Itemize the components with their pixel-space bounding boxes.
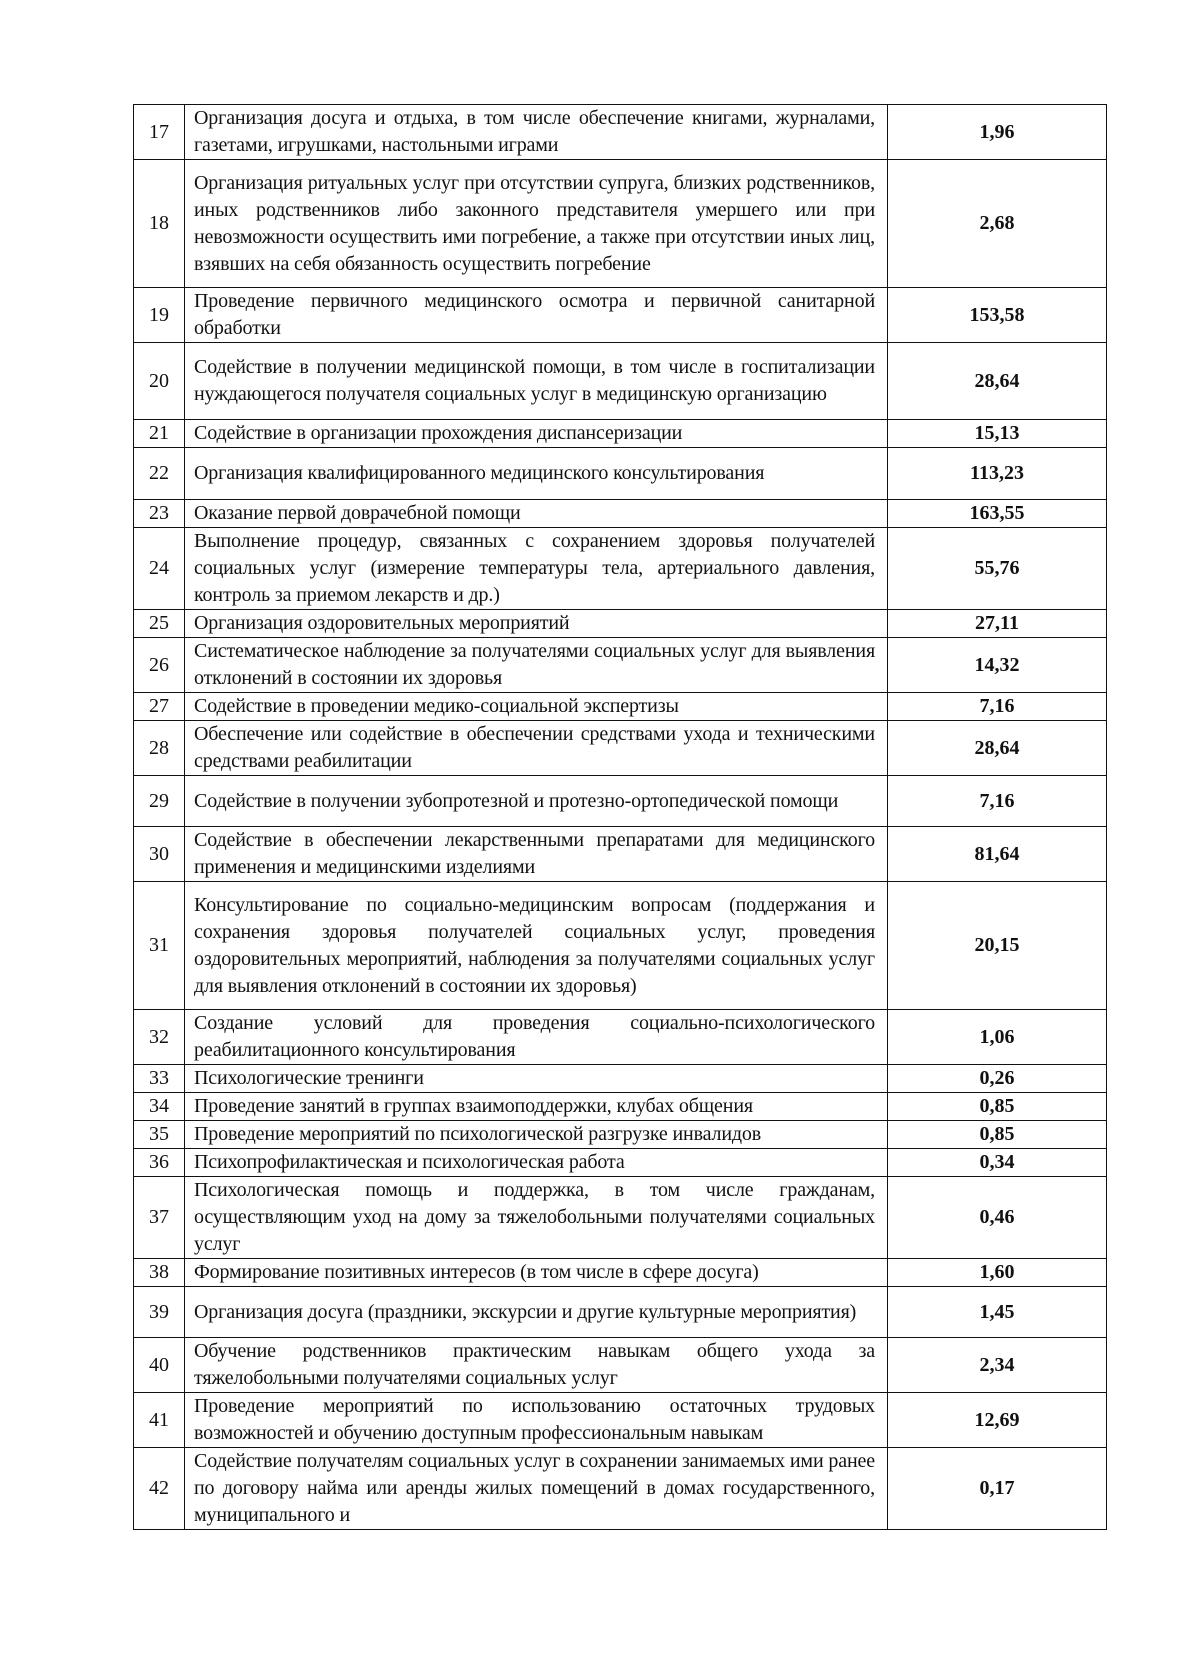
service-name: Психологические тренинги: [185, 1065, 888, 1093]
service-name: Оказание первой доврачебной помощи: [185, 500, 888, 528]
tariff-value: 28,64: [888, 343, 1107, 420]
table-row: [134, 1338, 1107, 1393]
service-name: Проведение занятий в группах взаимоподдержки, клубах общения: [185, 1093, 888, 1121]
row-number: 42: [134, 1448, 185, 1530]
row-number: 26: [134, 638, 185, 693]
table-row: [134, 1065, 1107, 1093]
service-name: Организация квалифицированного медицинского консультирования: [185, 448, 888, 500]
service-name: Обучение родственников практическим навыкам общего ухода за тяжелобольными получателями социальных услуг: [185, 1338, 888, 1393]
row-number: 31: [134, 882, 185, 1010]
tariff-value: 1,60: [888, 1259, 1107, 1287]
row-number: 39: [134, 1287, 185, 1338]
service-name: Консультирование по социально-медицинским вопросам (поддержания и сохранения здоровья получателей социальных услуг, проведения оздоровительных мероприятий, наблюдения за получателями социальных услуг для выявления отклонений в состоянии их здоровья): [185, 882, 888, 1010]
row-number: 32: [134, 1010, 185, 1065]
service-name: Выполнение процедур, связанных с сохранением здоровья получателей социальных услуг (измерение температуры тела, артериального давления, контроль за приемом лекарств и др.): [185, 528, 888, 610]
service-name: Организация ритуальных услуг при отсутствии супруга, близких родственников, иных родственников либо законного представителя умершего или при невозможности осуществить ими погребение, а также при отсутствии иных лиц, взявших на себя обязанность осуществить погребение: [185, 160, 888, 288]
service-name: Проведение мероприятий по использованию остаточных трудовых возможностей и обучению доступным профессиональным навыкам: [185, 1393, 888, 1448]
service-name: Содействие в проведении медико-социальной экспертизы: [185, 693, 888, 721]
row-number: 19: [134, 288, 185, 343]
row-number: 25: [134, 610, 185, 638]
tariff-value: 1,06: [888, 1010, 1107, 1065]
tariff-value: 15,13: [888, 420, 1107, 448]
service-name: Проведение мероприятий по психологической разгрузке инвалидов: [185, 1121, 888, 1149]
table-row: [134, 1259, 1107, 1287]
service-name: Организация досуга и отдыха, в том числе обеспечение книгами, журналами, газетами, игрушками, настольными играми: [185, 105, 888, 160]
tariff-value: 0,26: [888, 1065, 1107, 1093]
service-name: Организация досуга (праздники, экскурсии и другие культурные мероприятия): [185, 1287, 888, 1338]
service-name: Психологическая помощь и поддержка, в том числе гражданам, осуществляющим уход на дому за тяжелобольными получателями социальных услуг: [185, 1177, 888, 1259]
tariff-value: 113,23: [888, 448, 1107, 500]
table-row: [134, 288, 1107, 343]
tariff-value: 55,76: [888, 528, 1107, 610]
tariff-value: 1,45: [888, 1287, 1107, 1338]
table-row: [134, 528, 1107, 610]
service-name: Содействие в получении медицинской помощи, в том числе в госпитализации нуждающегося получателя социальных услуг в медицинскую организацию: [185, 343, 888, 420]
services-table-body: [134, 105, 1107, 1530]
service-name: Организация оздоровительных мероприятий: [185, 610, 888, 638]
row-number: 29: [134, 776, 185, 827]
row-number: 21: [134, 420, 185, 448]
tariff-value: 7,16: [888, 776, 1107, 827]
tariff-value: 0,34: [888, 1149, 1107, 1177]
tariff-value: 1,96: [888, 105, 1107, 160]
service-name: Обеспечение или содействие в обеспечении средствами ухода и техническими средствами реабилитации: [185, 721, 888, 776]
service-name: Проведение первичного медицинского осмотра и первичной санитарной обработки: [185, 288, 888, 343]
table-row: [134, 448, 1107, 500]
table-row: [134, 105, 1107, 160]
row-number: 20: [134, 343, 185, 420]
row-number: 35: [134, 1121, 185, 1149]
service-name: Содействие в получении зубопротезной и протезно-ортопедической помощи: [185, 776, 888, 827]
services-table: [133, 104, 1107, 1530]
row-number: 18: [134, 160, 185, 288]
table-row: [134, 1093, 1107, 1121]
service-name: Содействие в обеспечении лекарственными препаратами для медицинского применения и медицинскими изделиями: [185, 827, 888, 882]
table-row: [134, 1177, 1107, 1259]
table-row: [134, 693, 1107, 721]
table-row: [134, 160, 1107, 288]
row-number: 23: [134, 500, 185, 528]
table-row: [134, 721, 1107, 776]
row-number: 27: [134, 693, 185, 721]
tariff-value: 7,16: [888, 693, 1107, 721]
table-row: [134, 343, 1107, 420]
tariff-value: 14,32: [888, 638, 1107, 693]
service-name: Содействие в организации прохождения диспансеризации: [185, 420, 888, 448]
service-name: Создание условий для проведения социально-психологического реабилитационного консультирования: [185, 1010, 888, 1065]
table-row: [134, 1448, 1107, 1530]
row-number: 22: [134, 448, 185, 500]
row-number: 38: [134, 1259, 185, 1287]
table-row: [134, 420, 1107, 448]
table-row: [134, 776, 1107, 827]
row-number: 28: [134, 721, 185, 776]
tariff-value: 0,85: [888, 1121, 1107, 1149]
tariff-value: 153,58: [888, 288, 1107, 343]
tariff-value: 20,15: [888, 882, 1107, 1010]
table-row: [134, 500, 1107, 528]
table-row: [134, 1149, 1107, 1177]
row-number: 24: [134, 528, 185, 610]
row-number: 40: [134, 1338, 185, 1393]
tariff-value: 163,55: [888, 500, 1107, 528]
service-name: Систематическое наблюдение за получателями социальных услуг для выявления отклонений в состоянии их здоровья: [185, 638, 888, 693]
tariff-value: 0,85: [888, 1093, 1107, 1121]
tariff-value: 2,34: [888, 1338, 1107, 1393]
tariff-value: 81,64: [888, 827, 1107, 882]
table-row: [134, 610, 1107, 638]
row-number: 34: [134, 1093, 185, 1121]
table-row: [134, 638, 1107, 693]
table-row: [134, 1121, 1107, 1149]
row-number: 30: [134, 827, 185, 882]
table-row: [134, 827, 1107, 882]
table-row: [134, 882, 1107, 1010]
tariff-value: 0,46: [888, 1177, 1107, 1259]
tariff-value: 0,17: [888, 1448, 1107, 1530]
service-name: Содействие получателям социальных услуг в сохранении занимаемых ими ранее по договору найма или аренды жилых помещений в домах государственного, муниципального и: [185, 1448, 888, 1530]
table-row: [134, 1010, 1107, 1065]
table-row: [134, 1393, 1107, 1448]
row-number: 41: [134, 1393, 185, 1448]
tariff-value: 28,64: [888, 721, 1107, 776]
service-name: Формирование позитивных интересов (в том числе в сфере досуга): [185, 1259, 888, 1287]
tariff-value: 27,11: [888, 610, 1107, 638]
row-number: 36: [134, 1149, 185, 1177]
row-number: 37: [134, 1177, 185, 1259]
tariff-value: 2,68: [888, 160, 1107, 288]
row-number: 17: [134, 105, 185, 160]
row-number: 33: [134, 1065, 185, 1093]
table-row: [134, 1287, 1107, 1338]
service-name: Психопрофилактическая и психологическая работа: [185, 1149, 888, 1177]
tariff-value: 12,69: [888, 1393, 1107, 1448]
